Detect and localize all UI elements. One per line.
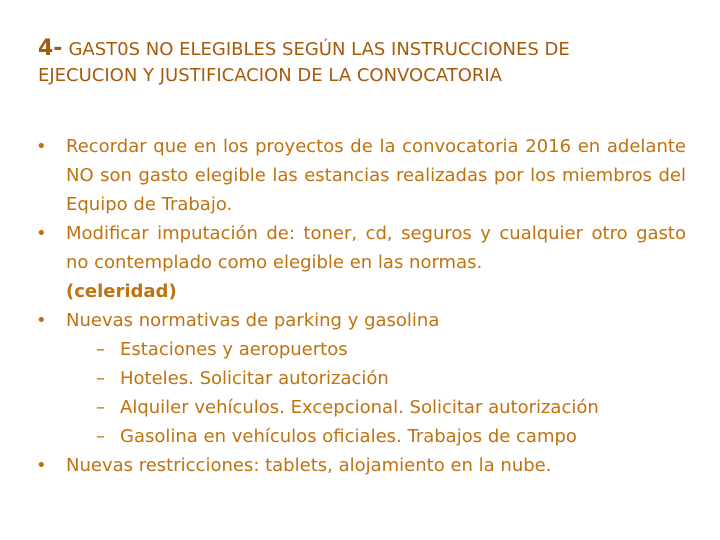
bullet-text: Modificar imputación de: toner, cd, seguros y cualquier otro gasto no contemplado como elegible en las normas. <box>66 223 686 273</box>
bullet-dot-icon: • <box>36 455 47 476</box>
title-line-2: EJECUCION Y JUSTIFICACION DE LA CONVOCATORIA <box>38 65 502 86</box>
sub-item <box>36 422 686 451</box>
bullet-dot-icon: • <box>36 136 47 157</box>
bullet-item <box>36 132 686 219</box>
sub-item-text: Gasolina en vehículos oficiales. Trabajos de campo <box>120 426 577 447</box>
bullet-dot-icon: • <box>36 223 47 244</box>
bullet-item <box>36 306 686 335</box>
sub-item <box>36 364 686 393</box>
sub-item <box>36 393 686 422</box>
sub-item-text: Estaciones y aeropuertos <box>120 339 348 360</box>
bullet-text: Nuevas normativas de parking y gasolina <box>66 310 440 331</box>
bullet-text: Recordar que en los proyectos de la convocatoria 2016 en adelante NO son gasto elegible las estancias realizadas por los miembros del Equipo de Trabajo. <box>66 136 686 215</box>
title-text-1: GAST0S NO ELEGIBLES SEGÚN LAS INSTRUCCIONES DE <box>68 39 570 60</box>
slide-title <box>38 36 688 89</box>
sub-item-text: Alquiler vehículos. Excepcional. Solicitar autorización <box>120 397 599 418</box>
title-line-1 <box>38 36 688 63</box>
bullet-item <box>36 219 686 306</box>
bullet-text: Nuevas restricciones: tablets, alojamiento en la nube. <box>66 455 552 476</box>
dash-icon: – <box>96 397 105 418</box>
sub-item <box>36 335 686 364</box>
bullet-bold-note: (celeridad) <box>66 281 177 302</box>
dash-icon: – <box>96 426 105 447</box>
sub-item-text: Hoteles. Solicitar autorización <box>120 368 389 389</box>
bullet-list <box>36 132 686 480</box>
dash-icon: – <box>96 339 105 360</box>
section-number: 4- <box>38 36 63 61</box>
bullet-dot-icon: • <box>36 310 47 331</box>
bullet-item <box>36 451 686 480</box>
dash-icon: – <box>96 368 105 389</box>
